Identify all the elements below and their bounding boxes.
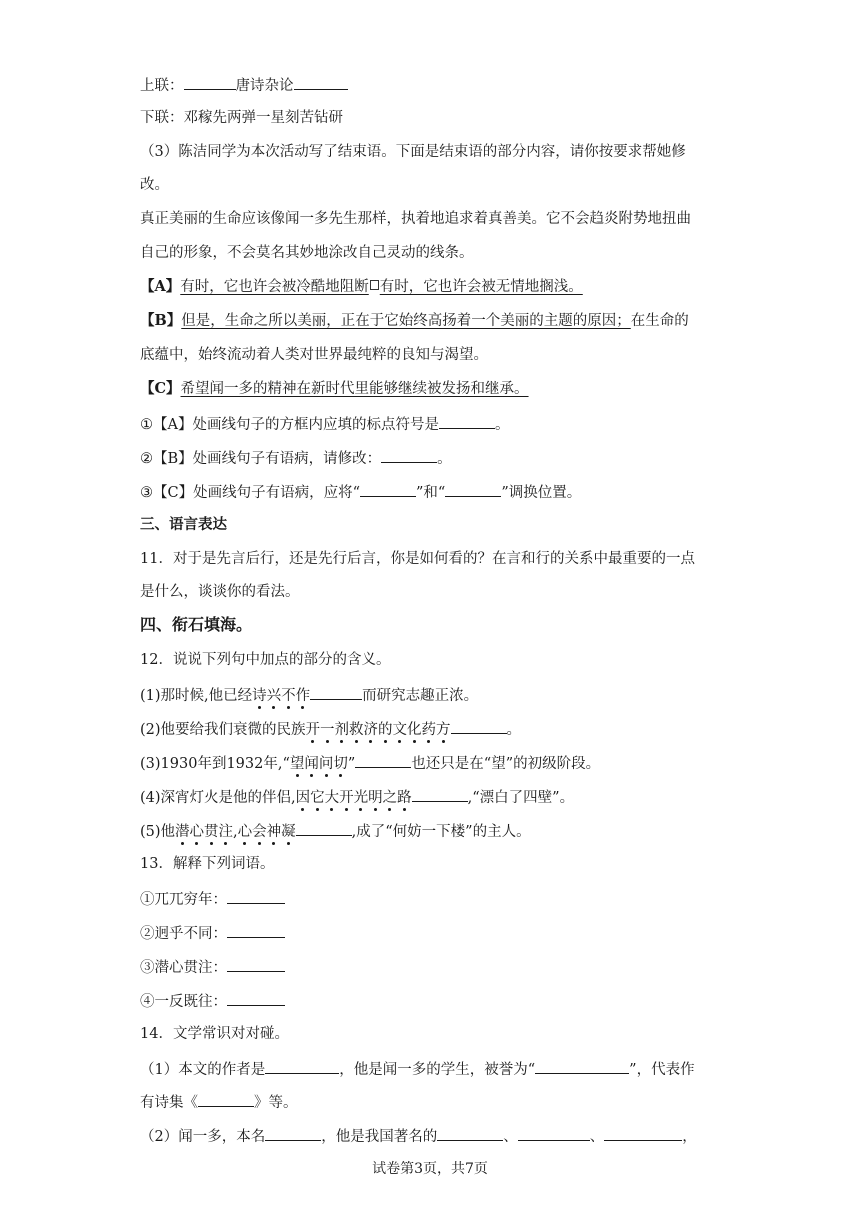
answer-blank[interactable] — [265, 1058, 339, 1074]
q12-prompt: 12．说说下列句中加点的部分的含义。 — [140, 652, 391, 668]
section-4-title: 四、衔石填海。 — [140, 615, 253, 634]
couplet-lower — [140, 108, 343, 128]
q12-item-1: (1)那时候,他已经诗兴不作 而研究志趣正浓。 — [140, 684, 478, 706]
q13-prompt: 13．解释下列词语。 — [140, 856, 275, 872]
answer-blank[interactable] — [265, 1125, 321, 1141]
q3-subquestion-1: ①【A】处画线句子的方框内应填的标点符号是 。 — [140, 413, 509, 435]
q12-item-4: (4)深宵灯火是他的伴侣,因它大开光明之路 ,“漂白了四壁”。 — [140, 786, 574, 808]
dotted-phrase: 开一剂救济的文化药方 — [305, 722, 451, 738]
page-footer: 试卷第3页，共7页 — [372, 1161, 488, 1177]
q3-subquestion-3: ③【C】处画线句子有语病，应将“ ”和“ ”调换位置。 — [140, 481, 581, 503]
q11-line-2: 是什么，谈谈你的看法。 — [140, 584, 300, 600]
sentence-c-underlined: 希望闻一多的精神在新时代里能够继续被发扬和继承。 — [180, 381, 529, 397]
q3-prompt-line-1: （3）陈洁同学为本次活动写了结束语。下面是结束语的部分内容，请你按要求帮她修 — [140, 144, 686, 160]
q14-item-1: （1）本文的作者是 ，他是闻一多的学生，被誉为“ ”，代表作 — [140, 1058, 695, 1080]
q3-sentence-a — [140, 277, 583, 297]
q11-line-1: 11．对于是先言后行，还是先行后言，你是如何看的？在言和行的关系中最重要的一点 — [140, 551, 695, 567]
dotted-phrase: 潜心贯注,心会神凝 — [175, 824, 296, 840]
answer-blank[interactable] — [439, 413, 495, 429]
answer-blank[interactable] — [227, 922, 285, 938]
answer-blank[interactable] — [294, 74, 348, 90]
answer-blank[interactable] — [296, 820, 352, 836]
q14-item-1-cont: 有诗集《 》等。 — [140, 1091, 298, 1113]
answer-blank[interactable] — [535, 1058, 629, 1074]
label-c: 【C】 — [140, 380, 181, 397]
answer-blank[interactable] — [445, 481, 501, 497]
couplet-lower-text: 邓稼先两弹一星刻苦钻研 — [183, 110, 343, 126]
q3-prompt-line-2: 改。 — [140, 177, 169, 193]
q14-prompt: 14．文学常识对对碰。 — [140, 1026, 289, 1042]
q13-word-2: ②迥乎不同： — [140, 922, 285, 944]
section-3-title: 三、语言表达 — [140, 516, 227, 533]
answer-blank[interactable] — [310, 684, 362, 700]
dotted-phrase: 诗兴不作 — [252, 688, 311, 704]
q3-sentence-b-cont: 底蕴中，始终流动着人类对世界最纯粹的良知与渴望。 — [140, 347, 488, 363]
answer-blank[interactable] — [451, 718, 507, 734]
couplet-lower-label: 下联： — [140, 110, 184, 126]
q3-subquestion-2: ②【B】处画线句子有语病，请修改： 。 — [140, 447, 452, 469]
q3-sentence-c — [140, 379, 529, 399]
answer-blank[interactable] — [198, 1091, 254, 1107]
q12-item-3: (3)1930年到1932年,“望闻问切” 也还只是在“望”的初级阶段。 — [140, 752, 600, 774]
answer-blank[interactable] — [227, 990, 285, 1006]
answer-blank[interactable] — [381, 447, 437, 463]
q14-item-2: （2）闻一多，本名 ，他是我国著名的 、 、 ， — [140, 1125, 697, 1147]
dotted-phrase: 因它大开光明之路 — [295, 790, 412, 806]
q3-paragraph-line-2: 自己的形象，不会莫名其妙地涂改自己灵动的线条。 — [140, 245, 474, 261]
couplet-upper — [140, 74, 348, 96]
answer-blank[interactable] — [355, 752, 411, 768]
answer-blank[interactable] — [360, 481, 416, 497]
answer-blank[interactable] — [227, 956, 285, 972]
q3-paragraph-line-1: 真正美丽的生命应该像闻一多先生那样，执着地追求着真善美。它不会趋炎附势地扭曲 — [140, 211, 691, 227]
answer-blank[interactable] — [604, 1125, 682, 1141]
q13-word-4: ④一反既往： — [140, 990, 285, 1012]
label-b: 【B】 — [140, 312, 182, 329]
q13-word-3: ③潜心贯注： — [140, 956, 285, 978]
q12-item-5: (5)他潜心贯注,心会神凝 ,成了“何妨一下楼”的主人。 — [140, 820, 531, 842]
couplet-upper-label: 上联： — [140, 78, 184, 94]
answer-blank[interactable] — [412, 786, 468, 802]
sentence-b-rest: 在生命的 — [630, 313, 689, 329]
answer-blank[interactable] — [184, 74, 236, 90]
dotted-phrase: “望闻问切” — [282, 756, 356, 772]
answer-blank[interactable] — [227, 888, 285, 904]
label-a: 【A】 — [140, 278, 181, 295]
sentence-a-underlined: 有时，它也许会被冷酷地阻断 有时，它也许会被无情地搁浅。 — [180, 279, 583, 295]
q13-word-1: ①兀兀穷年： — [140, 888, 285, 910]
blank-box-icon — [370, 280, 379, 290]
q3-sentence-b — [140, 311, 689, 331]
sentence-b-underlined: 但是，生命之所以美丽，正在于它始终高扬着一个美丽的主题的原因； — [181, 313, 631, 329]
answer-blank[interactable] — [518, 1125, 590, 1141]
answer-blank[interactable] — [437, 1125, 503, 1141]
q12-item-2: (2)他要给我们衰微的民族开一剂救济的文化药方 。 — [140, 718, 521, 740]
couplet-upper-text: 唐诗杂论 — [235, 78, 294, 94]
